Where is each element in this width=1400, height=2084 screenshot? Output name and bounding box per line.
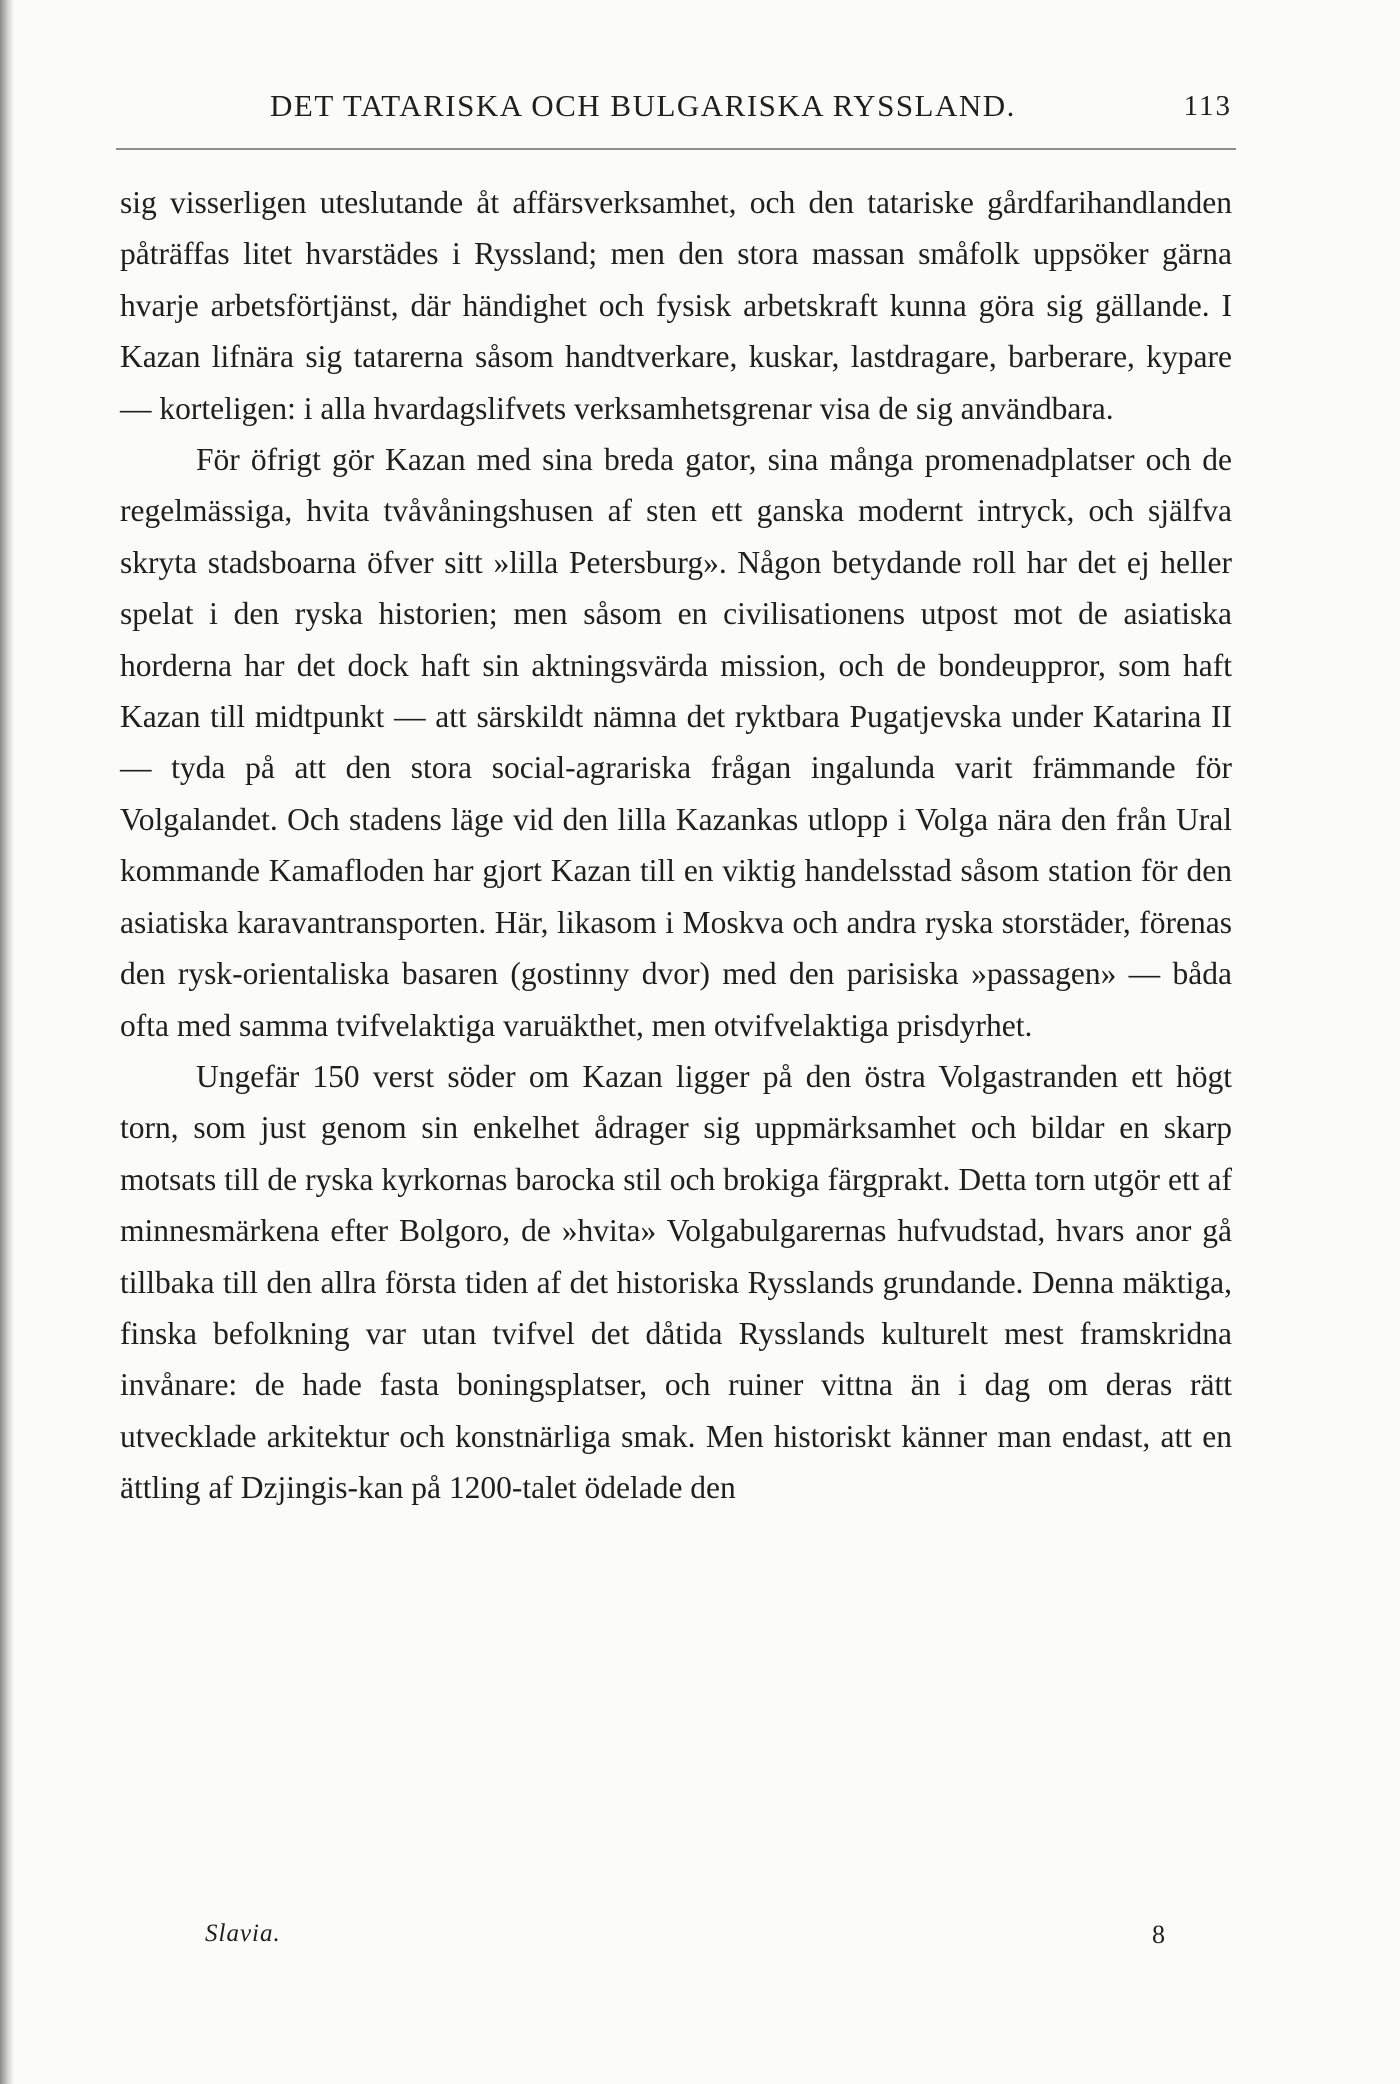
signature-mark: Slavia.	[205, 1920, 281, 1947]
header-rule	[116, 148, 1236, 150]
body-text	[120, 177, 1232, 1514]
paragraph-1: sig visserligen uteslutande åt affärsverksamhet, och den tatariske gårdfarihandlanden påträffas litet hvarstädes i Ryssland; men den stora massan småfolk uppsöker gärna hvarje arbetsförtjänst, där händighet och fysisk arbetskraft kunna göra sig gällande. I Kazan lifnära sig tatarerna såsom handtverkare, kuskar, lastdragare, barberare, kypare — korteligen: i alla hvardagslifvets verksamhetsgrenar visa de sig användbara.	[120, 185, 1232, 426]
page-footer	[205, 1920, 1165, 1956]
page-edge-shadow	[0, 0, 14, 2084]
sheet-number: 8	[1152, 1920, 1165, 1949]
page-header	[120, 88, 1232, 138]
running-title: DET TATARISKA OCH BULGARISKA RYSSLAND.	[270, 88, 1016, 123]
paragraph-2: För öfrigt gör Kazan med sina breda gator, sina många promenadplatser och de regelmässiga, hvita tvåvåningshusen af sten ett ganska modernt intryck, och själfva skryta stadsboarna öfver sitt »lilla Petersburg». Någon betydande roll har det ej heller spelat i den ryska historien; men såsom en civilisationens utpost mot de asiatiska horderna har det dock haft sin aktningsvärda mission, och de bondeuppror, som haft Kazan till midtpunkt — att särskildt nämna det ryktbara Pugatjevska under Katarina II — tyda på att den stora social-agrariska frågan ingalunda varit främmande för Volgalandet. Och stadens läge vid den lilla Kazankas utlopp i Volga nära den från Ural kommande Kamafloden har gjort Kazan till en viktig handelsstad såsom station för den asiatiska karavantransporten. Här, likasom i Moskva och andra ryska storstäder, förenas den rysk-orientaliska basaren (gostinny dvor) med den parisiska »passagen» — båda ofta med samma tvifvelaktiga varuäkthet, men otvifvelaktiga prisdyrhet.	[120, 442, 1232, 1043]
page-number: 113	[1183, 90, 1232, 122]
paragraph-3: Ungefär 150 verst söder om Kazan ligger på den östra Volgastranden ett högt torn, som just genom sin enkelhet ådrager sig uppmärksamhet och bildar en skarp motsats till de ryska kyrkornas barocka stil och brokiga färgprakt. Detta torn utgör ett af minnesmärkena efter Bolgoro, de »hvita» Volgabulgarernas hufvudstad, hvars anor gå tillbaka till den allra första tiden af det historiska Rysslands grundande. Denna mäktiga, finska befolkning var utan tvifvel det dåtida Rysslands kulturelt mest framskridna invånare: de hade fasta boningsplatser, och ruiner vittna än i dag om deras rätt utvecklade arkitektur och konstnärliga smak. Men historiskt känner man endast, att en ättling af Dzjingis-kan på 1200-talet ödelade den	[120, 1058, 1232, 1506]
